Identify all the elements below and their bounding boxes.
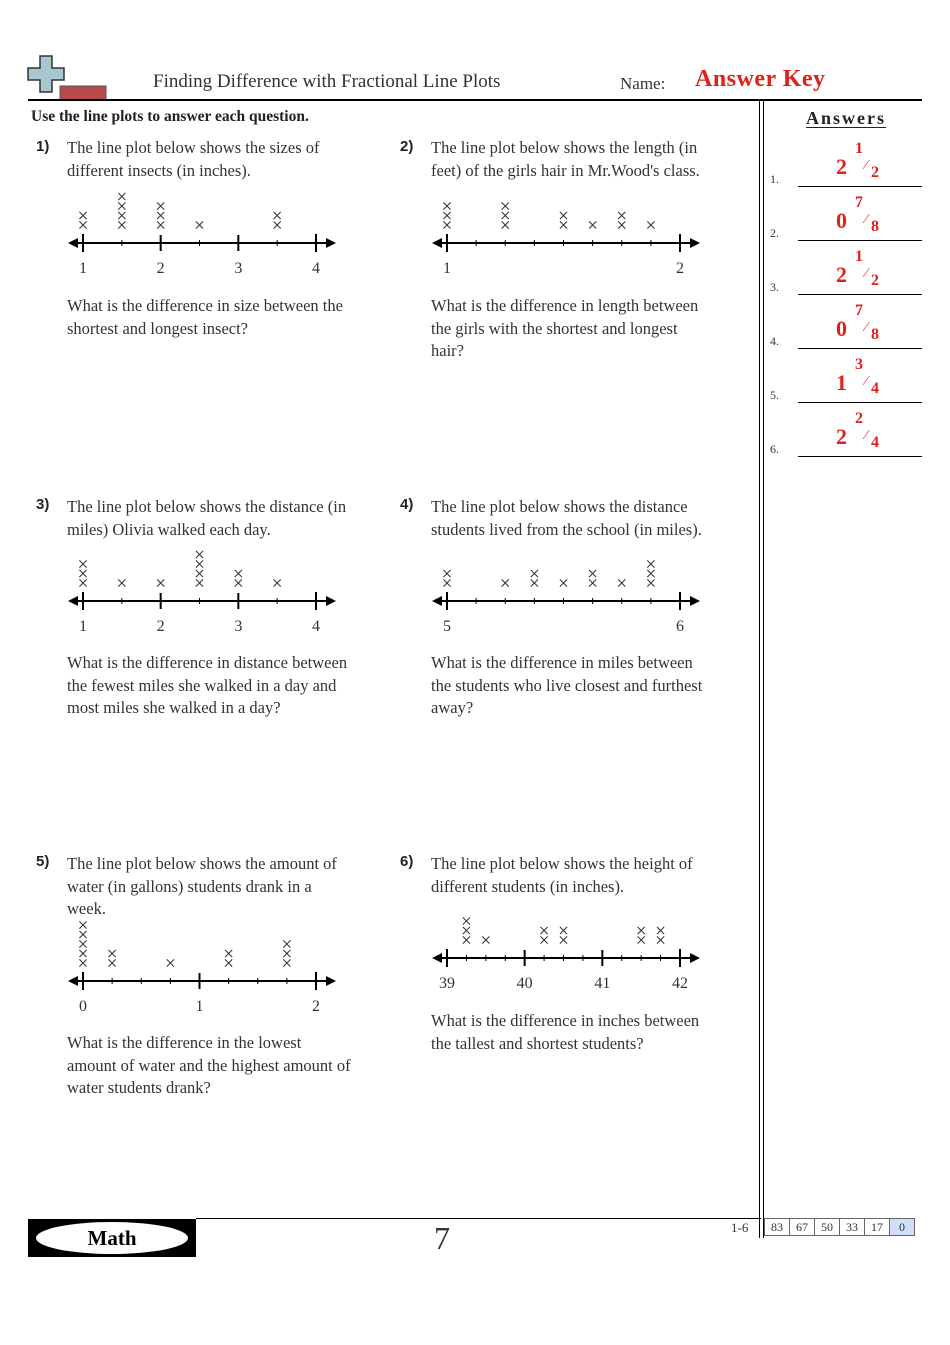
question-text — [67, 295, 397, 340]
fraction-slash: ⁄ — [865, 266, 868, 281]
question-line: What is the difference in distance between — [67, 653, 348, 672]
tick-label: 0 — [79, 998, 87, 1015]
answer-num: 3 — [855, 356, 863, 373]
answer-whole: 0 — [836, 316, 847, 341]
answer-num: 1 — [855, 248, 863, 265]
answer-value — [836, 410, 896, 456]
question-line: the girls with the shortest and longest — [431, 318, 678, 338]
data-point-x-mark — [589, 221, 596, 228]
page-number: 7 — [434, 1220, 450, 1256]
question-line: shortest and longest insect? — [67, 318, 249, 338]
score-table — [764, 1218, 915, 1236]
data-point-x-mark — [118, 202, 125, 209]
data-point-x-mark — [79, 221, 86, 228]
name-label: Name: — [620, 74, 666, 93]
data-point-x-mark — [196, 221, 203, 228]
data-point-x-mark — [463, 917, 470, 924]
answer-den: 2 — [871, 272, 879, 289]
question-line: the students who live closest and furthest — [431, 675, 703, 695]
data-point-x-mark — [167, 959, 174, 966]
question-number: 6) — [400, 853, 414, 870]
data-point-x-mark — [79, 579, 86, 586]
prompt-line: week. — [67, 899, 106, 918]
question-line: What is the difference in the lowest — [67, 1033, 302, 1052]
prompt-line: miles) Olivia walked each day. — [67, 519, 271, 539]
data-point-x-mark — [647, 221, 654, 228]
data-point-x-mark — [463, 927, 470, 934]
answer-num: 7 — [855, 302, 863, 319]
tick-label: 1 — [79, 618, 87, 635]
question-prompt — [431, 137, 761, 182]
fraction-slash: ⁄ — [865, 374, 868, 389]
tick-label: 1 — [79, 260, 87, 277]
answers-title: Answers — [806, 108, 886, 128]
answer-number: 4. — [770, 334, 779, 348]
data-point-x-mark — [502, 212, 509, 219]
prompt-line: different insects (in inches). — [67, 160, 251, 180]
answer-value — [836, 302, 896, 348]
data-point-x-mark — [589, 579, 596, 586]
data-point-x-mark — [235, 579, 242, 586]
data-point-x-mark — [79, 212, 86, 219]
answer-num: 7 — [855, 194, 863, 211]
axis-arrow-right-icon — [326, 976, 336, 986]
data-point-x-mark — [79, 560, 86, 567]
data-point-x-mark — [657, 927, 664, 934]
data-point-x-mark — [443, 570, 450, 577]
prompt-line: students lived from the school (in miles). — [431, 519, 702, 539]
answer-den: 8 — [871, 326, 879, 343]
tick-label: 2 — [156, 618, 165, 635]
data-point-x-mark — [118, 193, 125, 200]
data-point-x-mark — [196, 560, 203, 567]
answer-whole: 1 — [836, 370, 847, 395]
axis-arrow-right-icon — [326, 596, 336, 606]
data-point-x-mark — [196, 551, 203, 558]
math-badge-label: Math — [36, 1222, 188, 1254]
line-plot — [430, 895, 702, 995]
fraction-slash: ⁄ — [865, 158, 868, 173]
fraction-slash: ⁄ — [865, 212, 868, 227]
data-point-x-mark — [109, 950, 116, 957]
data-point-x-mark — [463, 936, 470, 943]
question-number: 2) — [400, 138, 414, 155]
data-point-x-mark — [118, 221, 125, 228]
answer-line — [798, 402, 922, 403]
question-number: 3) — [36, 496, 50, 513]
data-point-x-mark — [618, 579, 625, 586]
line-plot — [430, 538, 702, 638]
line-plot — [66, 180, 338, 280]
answer-line — [798, 294, 922, 295]
data-point-x-mark — [443, 221, 450, 228]
data-point-x-mark — [531, 570, 538, 577]
data-point-x-mark — [657, 936, 664, 943]
data-point-x-mark — [79, 921, 86, 928]
question-line: amount of water and the highest amount of — [67, 1055, 351, 1075]
data-point-x-mark — [647, 570, 654, 577]
axis-arrow-right-icon — [326, 238, 336, 248]
tick-label: 4 — [312, 260, 320, 277]
question-text — [431, 295, 761, 363]
answer-num: 1 — [855, 140, 863, 157]
tick-label: 4 — [312, 618, 320, 635]
question-line: the tallest and shortest students? — [431, 1033, 644, 1053]
data-point-x-mark — [618, 221, 625, 228]
answer-key-label: Answer Key — [695, 66, 826, 92]
question-text — [431, 1010, 761, 1055]
score-cell: 83 — [765, 1219, 790, 1236]
question-line: What is the difference in size between the — [67, 296, 343, 315]
tick-label: 2 — [312, 998, 320, 1015]
question-prompt — [431, 496, 761, 541]
data-point-x-mark — [443, 202, 450, 209]
answer-value — [836, 140, 896, 186]
data-point-x-mark — [283, 940, 290, 947]
fraction-slash: ⁄ — [865, 320, 868, 335]
score-cell: 50 — [815, 1219, 840, 1236]
data-point-x-mark — [79, 950, 86, 957]
data-point-x-mark — [118, 212, 125, 219]
score-cell: 33 — [840, 1219, 865, 1236]
data-point-x-mark — [540, 936, 547, 943]
prompt-line: different students (in inches). — [431, 876, 625, 896]
tick-label: 5 — [443, 618, 451, 635]
instructions: Use the line plots to answer each question. — [31, 108, 309, 125]
question-line: away? — [431, 698, 474, 717]
line-plot — [66, 538, 338, 638]
tick-label: 3 — [234, 618, 243, 635]
data-point-x-mark — [638, 927, 645, 934]
data-point-x-mark — [482, 936, 489, 943]
tick-label: 3 — [234, 260, 243, 277]
answer-line — [798, 240, 922, 241]
answer-line — [798, 348, 922, 349]
data-point-x-mark — [157, 221, 164, 228]
tick-label: 2 — [156, 260, 165, 277]
answer-whole: 0 — [836, 208, 847, 233]
axis-arrow-left-icon — [432, 238, 442, 248]
header-rule — [28, 99, 922, 101]
question-number: 5) — [36, 853, 50, 870]
answer-line — [798, 456, 922, 457]
axis-arrow-right-icon — [690, 953, 700, 963]
data-point-x-mark — [443, 579, 450, 586]
data-point-x-mark — [540, 927, 547, 934]
answer-den: 2 — [871, 164, 879, 181]
score-cell: 17 — [865, 1219, 890, 1236]
data-point-x-mark — [235, 570, 242, 577]
question-line: What is the difference in inches between — [431, 1011, 700, 1030]
tick-label: 1 — [443, 260, 451, 277]
data-point-x-mark — [79, 959, 86, 966]
footer-rule — [196, 1218, 761, 1219]
prompt-line: The line plot below shows the amount of — [67, 854, 337, 873]
tick-label: 41 — [594, 975, 611, 992]
prompt-line: water (in gallons) students drank in a — [67, 876, 312, 896]
axis-arrow-left-icon — [432, 953, 442, 963]
data-point-x-mark — [157, 579, 164, 586]
data-point-x-mark — [157, 202, 164, 209]
data-point-x-mark — [560, 579, 567, 586]
question-prompt — [431, 853, 761, 898]
axis-arrow-left-icon — [68, 976, 78, 986]
data-point-x-mark — [274, 221, 281, 228]
data-point-x-mark — [196, 570, 203, 577]
data-point-x-mark — [283, 950, 290, 957]
axis-arrow-right-icon — [690, 596, 700, 606]
data-point-x-mark — [196, 579, 203, 586]
axis-arrow-left-icon — [68, 238, 78, 248]
line-plot — [430, 180, 702, 280]
data-point-x-mark — [79, 931, 86, 938]
tick-label: 6 — [676, 618, 684, 635]
data-point-x-mark — [157, 212, 164, 219]
tick-label: 39 — [439, 975, 455, 992]
answer-whole: 2 — [836, 154, 847, 179]
data-point-x-mark — [589, 570, 596, 577]
data-point-x-mark — [274, 579, 281, 586]
answers-column-divider-right — [763, 100, 764, 1238]
data-point-x-mark — [225, 959, 232, 966]
answer-number: 1. — [770, 172, 779, 186]
data-point-x-mark — [109, 959, 116, 966]
data-point-x-mark — [79, 570, 86, 577]
data-point-x-mark — [647, 579, 654, 586]
data-point-x-mark — [274, 212, 281, 219]
answer-line — [798, 186, 922, 187]
answer-value — [836, 194, 896, 240]
data-point-x-mark — [531, 579, 538, 586]
answer-number: 6. — [770, 442, 779, 456]
line-plot — [66, 918, 338, 1018]
prompt-line: The line plot below shows the length (in — [431, 138, 698, 157]
question-prompt — [67, 853, 397, 921]
data-point-x-mark — [118, 579, 125, 586]
answer-whole: 2 — [836, 262, 847, 287]
question-line: What is the difference in length between — [431, 296, 699, 315]
data-point-x-mark — [560, 221, 567, 228]
question-line: the fewest miles she walked in a day and — [67, 675, 337, 695]
data-point-x-mark — [283, 959, 290, 966]
answer-num: 2 — [855, 410, 863, 427]
question-text — [67, 1032, 397, 1100]
prompt-line: feet) of the girls hair in Mr.Wood's class. — [431, 160, 700, 180]
prompt-line: The line plot below shows the sizes of — [67, 138, 320, 157]
score-range-label: 1-6 — [731, 1220, 749, 1235]
data-point-x-mark — [502, 202, 509, 209]
question-prompt — [67, 496, 397, 541]
answer-number: 3. — [770, 280, 779, 294]
tick-label: 42 — [672, 975, 688, 992]
data-point-x-mark — [502, 221, 509, 228]
question-text — [67, 652, 397, 720]
data-point-x-mark — [225, 950, 232, 957]
worksheet-title: Finding Difference with Fractional Line Plots — [153, 71, 501, 92]
tick-label: 2 — [676, 260, 684, 277]
tick-label: 40 — [516, 975, 533, 992]
data-point-x-mark — [443, 212, 450, 219]
question-line: most miles she walked in a day? — [67, 698, 281, 717]
data-point-x-mark — [560, 927, 567, 934]
prompt-line: The line plot below shows the height of — [431, 854, 693, 873]
question-text — [431, 652, 761, 720]
answer-den: 4 — [871, 434, 879, 451]
answer-den: 8 — [871, 218, 879, 235]
data-point-x-mark — [560, 212, 567, 219]
answer-number: 2. — [770, 226, 779, 240]
answer-number: 5. — [770, 388, 779, 402]
question-prompt — [67, 137, 397, 182]
answer-whole: 2 — [836, 424, 847, 449]
data-point-x-mark — [560, 936, 567, 943]
axis-arrow-left-icon — [68, 596, 78, 606]
axis-arrow-right-icon — [690, 238, 700, 248]
data-point-x-mark — [647, 560, 654, 567]
prompt-line: The line plot below shows the distance — [431, 497, 688, 516]
answer-value — [836, 248, 896, 294]
fraction-slash: ⁄ — [865, 428, 868, 443]
question-line: What is the difference in miles between — [431, 653, 693, 672]
answer-value — [836, 356, 896, 402]
answer-den: 4 — [871, 380, 879, 397]
question-number: 1) — [36, 138, 50, 155]
prompt-line: The line plot below shows the distance (in — [67, 497, 347, 516]
question-line: hair? — [431, 341, 464, 360]
plus-sign-logo-icon — [26, 54, 108, 102]
question-line: water students drank? — [67, 1078, 211, 1097]
score-cell: 67 — [790, 1219, 815, 1236]
axis-arrow-left-icon — [432, 596, 442, 606]
data-point-x-mark — [638, 936, 645, 943]
question-number: 4) — [400, 496, 414, 513]
tick-label: 1 — [195, 998, 204, 1015]
math-badge — [28, 1219, 196, 1257]
score-cell: 0 — [890, 1219, 915, 1236]
data-point-x-mark — [502, 579, 509, 586]
data-point-x-mark — [618, 212, 625, 219]
data-point-x-mark — [79, 940, 86, 947]
